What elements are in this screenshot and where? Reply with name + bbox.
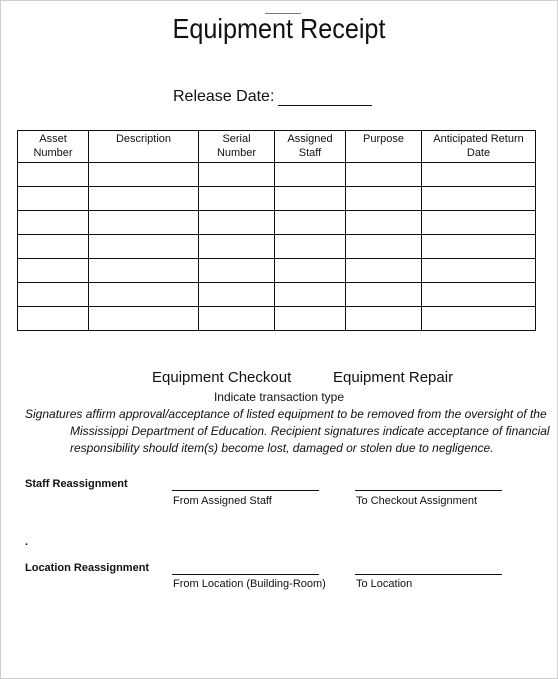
- table-cell[interactable]: [275, 307, 346, 331]
- header-anticipated-return-date: Anticipated Return Date: [422, 131, 536, 163]
- table-body: [18, 163, 536, 331]
- table-cell[interactable]: [275, 235, 346, 259]
- table-row: [18, 259, 536, 283]
- table-cell[interactable]: [199, 211, 275, 235]
- table-cell[interactable]: [422, 163, 536, 187]
- table-row: [18, 163, 536, 187]
- header-assigned-staff: Assigned Staff: [275, 131, 346, 163]
- table-cell[interactable]: [346, 235, 422, 259]
- table-row: [18, 187, 536, 211]
- table-cell[interactable]: [18, 163, 89, 187]
- page-title: Equipment Receipt: [172, 13, 386, 44]
- table-cell[interactable]: [199, 235, 275, 259]
- table-cell[interactable]: [18, 283, 89, 307]
- table-cell[interactable]: [18, 211, 89, 235]
- table-cell[interactable]: [346, 283, 422, 307]
- separator-dot: .: [25, 536, 29, 548]
- table-header-row: [18, 131, 536, 163]
- table-cell[interactable]: [89, 211, 199, 235]
- table-cell[interactable]: [346, 307, 422, 331]
- equipment-checkout-option[interactable]: Equipment Checkout: [152, 369, 292, 386]
- table-cell[interactable]: [18, 187, 89, 211]
- table-cell[interactable]: [199, 187, 275, 211]
- table-cell[interactable]: [89, 163, 199, 187]
- table-cell[interactable]: [18, 235, 89, 259]
- table-cell[interactable]: [422, 211, 536, 235]
- table-cell[interactable]: [275, 163, 346, 187]
- table-row: [18, 235, 536, 259]
- table-cell[interactable]: [346, 163, 422, 187]
- transaction-type-caption: Indicate transaction type: [213, 390, 345, 404]
- release-date-field: [173, 88, 372, 106]
- release-date-label: Release Date:: [173, 88, 275, 105]
- table-row: [18, 283, 536, 307]
- table-cell[interactable]: [422, 235, 536, 259]
- table-cell[interactable]: [275, 211, 346, 235]
- table-cell[interactable]: [275, 283, 346, 307]
- from-location-caption: From Location (Building-Room): [173, 578, 326, 590]
- to-checkout-assignment-caption: To Checkout Assignment: [356, 495, 478, 507]
- header-description: Description: [89, 131, 199, 163]
- equipment-table: [17, 130, 536, 331]
- table-cell[interactable]: [199, 163, 275, 187]
- table-cell[interactable]: [18, 307, 89, 331]
- table-cell[interactable]: [422, 283, 536, 307]
- from-assigned-staff-signature-line[interactable]: [172, 490, 319, 491]
- table-cell[interactable]: [89, 259, 199, 283]
- header-purpose: Purpose: [346, 131, 422, 163]
- table-cell[interactable]: [199, 259, 275, 283]
- signature-statement-line: Mississippi Department of Education. Recipient signatures indicate acceptance of financial: [70, 424, 550, 438]
- to-location-caption: To Location: [356, 578, 413, 590]
- header-serial-number: Serial Number: [199, 131, 275, 163]
- table-cell[interactable]: [346, 187, 422, 211]
- from-assigned-staff-caption: From Assigned Staff: [173, 495, 272, 507]
- table-cell[interactable]: [199, 283, 275, 307]
- from-location-signature-line[interactable]: [172, 574, 319, 575]
- release-date-blank[interactable]: [278, 91, 372, 106]
- staff-reassignment-label: Staff Reassignment: [25, 478, 128, 490]
- header-asset-number: Asset Number: [18, 131, 89, 163]
- table-cell[interactable]: [422, 187, 536, 211]
- table-cell[interactable]: [346, 211, 422, 235]
- table-cell[interactable]: [89, 187, 199, 211]
- table-row: [18, 307, 536, 331]
- to-location-signature-line[interactable]: [355, 574, 502, 575]
- location-reassignment-label: Location Reassignment: [25, 562, 150, 574]
- table-cell[interactable]: [422, 307, 536, 331]
- signature-statement-line: Signatures affirm approval/acceptance of listed equipment to be removed from the oversight of the: [25, 407, 547, 421]
- table-cell[interactable]: [18, 259, 89, 283]
- to-checkout-assignment-signature-line[interactable]: [355, 490, 502, 491]
- table-row: [18, 211, 536, 235]
- top-form-mark: [1, 1, 557, 2]
- table-cell[interactable]: [422, 259, 536, 283]
- table-cell[interactable]: [89, 283, 199, 307]
- table-cell[interactable]: [89, 307, 199, 331]
- signature-statement: [25, 406, 550, 457]
- table-cell[interactable]: [89, 235, 199, 259]
- table-cell[interactable]: [275, 187, 346, 211]
- equipment-repair-option[interactable]: Equipment Repair: [333, 369, 454, 386]
- table-cell[interactable]: [346, 259, 422, 283]
- signature-statement-line: responsibility should item(s) become lost, damaged or stolen due to negligence.: [70, 441, 494, 455]
- table-cell[interactable]: [275, 259, 346, 283]
- table-cell[interactable]: [199, 307, 275, 331]
